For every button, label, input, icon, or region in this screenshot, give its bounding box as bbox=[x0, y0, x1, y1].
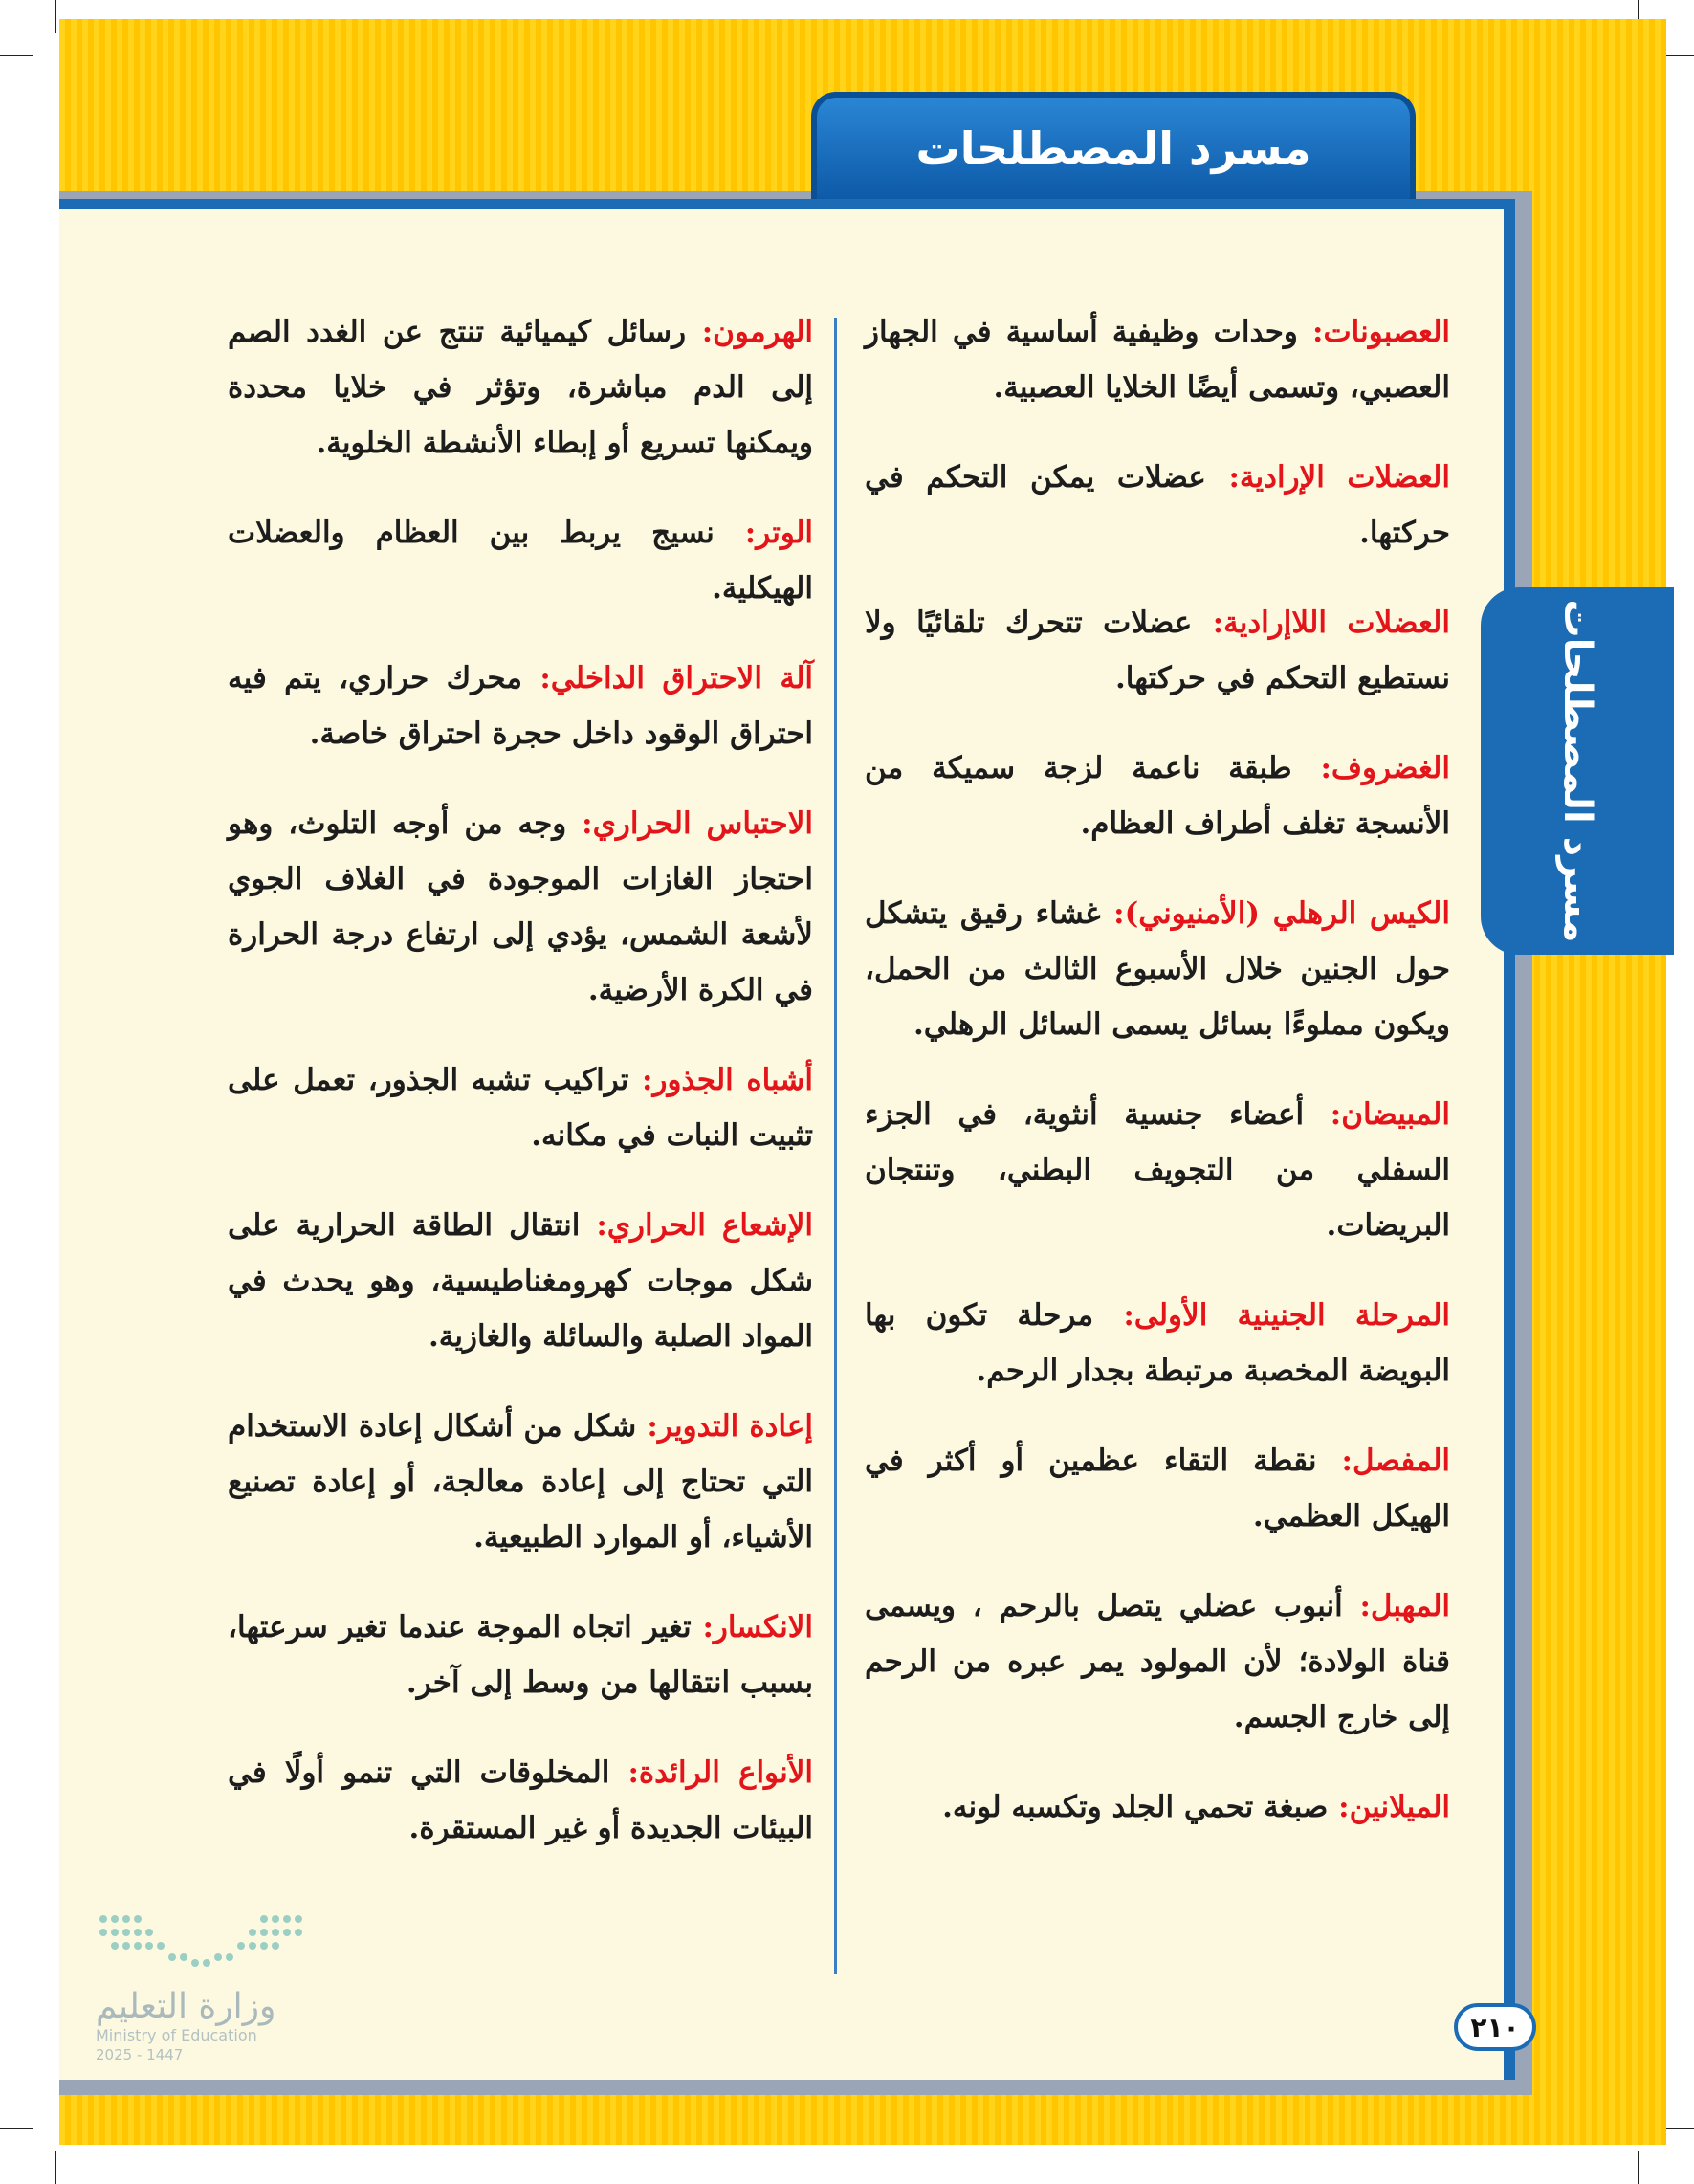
glossary-term: الأنواع الرائدة: bbox=[627, 1755, 813, 1790]
glossary-definition: وجه من أوجه التلوث، وهو احتجاز الغازات الموجودة في الغلاف الجوي لأشعة الشمس، يؤدي إلى ارتفاع درجة الحرارة في الكرة الأرضية. bbox=[228, 806, 813, 1007]
glossary-entry bbox=[228, 1599, 813, 1710]
glossary-term: المفصل: bbox=[1341, 1444, 1450, 1478]
logo-english-text: Ministry of Education bbox=[96, 2026, 257, 2044]
page-title: مسرد المصطلحات bbox=[915, 122, 1311, 174]
glossary-entry bbox=[228, 796, 813, 1018]
glossary-definition: وحدات وظيفية أساسية في الجهاز العصبي، وتسمى أيضًا الخلايا العصبية. bbox=[865, 315, 1450, 405]
glossary-definition: تغير اتجاه الموجة عندما تغير سرعتها، بسبب انتقالها من وسط إلى آخر. bbox=[228, 1610, 813, 1700]
glossary-entry bbox=[228, 1198, 813, 1364]
logo-dots-icon bbox=[96, 1909, 306, 1982]
glossary-definition: صبغة تحمي الجلد وتكسبه لونه. bbox=[942, 1790, 1339, 1824]
glossary-entry bbox=[228, 1052, 813, 1163]
glossary-definition: المخلوقات التي تنمو أولًا في البيئات الجديدة أو غير المستقرة. bbox=[228, 1755, 813, 1845]
glossary-term: الهرمون: bbox=[701, 315, 813, 349]
glossary-term: المرحلة الجنينية الأولى: bbox=[1123, 1298, 1451, 1333]
glossary-entry bbox=[865, 740, 1450, 851]
glossary-term: الكيس الرهلي (الأمنيوني): bbox=[1113, 896, 1450, 931]
glossary-definition: نقطة التقاء عظمين أو أكثر في الهيكل العظمي. bbox=[865, 1444, 1450, 1533]
glossary-term: العضلات اللاإرادية: bbox=[1212, 606, 1450, 640]
glossary-definition: غشاء رقيق يتشكل حول الجنين خلال الأسبوع الثالث من الحمل، ويكون مملوءًا بسائل يسمى السائل الرهلي. bbox=[865, 896, 1450, 1042]
page-title-tab bbox=[811, 92, 1416, 199]
glossary-definition: محرك حراري، يتم فيه احتراق الوقود داخل حجرة احتراق خاصة. bbox=[228, 661, 813, 751]
glossary-entry bbox=[865, 1087, 1450, 1253]
glossary-definition: أعضاء جنسية أنثوية، في الجزء السفلي من التجويف البطني، وتنتجان البريضات. bbox=[865, 1097, 1450, 1243]
logo-arabic-text: وزارة التعليم bbox=[96, 1987, 276, 2026]
column-divider bbox=[834, 318, 837, 1974]
glossary-entry bbox=[865, 1288, 1450, 1399]
glossary-entry bbox=[865, 1779, 1450, 1835]
crop-mark bbox=[1638, 2151, 1639, 2184]
glossary-definition: رسائل كيميائية تنتج عن الغدد الصم إلى الدم مباشرة، وتؤثر في خلايا محددة ويمكنها تسريع أو إبطاء الأنشطة الخلوية. bbox=[228, 315, 813, 460]
glossary-entry bbox=[865, 304, 1450, 415]
glossary-term: المهبل: bbox=[1359, 1589, 1450, 1623]
glossary-entry bbox=[865, 1578, 1450, 1745]
glossary-definition: انتقال الطاقة الحرارية على شكل موجات كهرومغناطيسية، وهو يحدث في المواد الصلبة والسائلة والغازية. bbox=[228, 1208, 813, 1354]
glossary-definition: طبقة ناعمة لزجة سميكة من الأنسجة تغلف أطراف العظام. bbox=[865, 751, 1450, 841]
glossary-column-right bbox=[865, 304, 1450, 1869]
glossary-entry bbox=[228, 1745, 813, 1856]
glossary-term: الاحتباس الحراري: bbox=[582, 806, 813, 841]
glossary-entry bbox=[228, 304, 813, 471]
glossary-entry bbox=[865, 450, 1450, 561]
side-tab-label: مسرد المصطلحات bbox=[1555, 599, 1599, 943]
crop-mark bbox=[0, 2128, 33, 2129]
ministry-logo bbox=[96, 1909, 316, 2064]
glossary-term: أشباه الجذور: bbox=[642, 1063, 814, 1097]
glossary-entry bbox=[228, 651, 813, 761]
glossary-definition: أنبوب عضلي يتصل بالرحم ، ويسمى قناة الولادة؛ لأن المولود يمر عبره من الرحم إلى خارج الجسم. bbox=[865, 1589, 1450, 1734]
glossary-definition: عضلات تتحرك تلقائيًا ولا نستطيع التحكم في حركتها. bbox=[865, 606, 1450, 695]
crop-mark bbox=[55, 0, 56, 33]
glossary-column-left bbox=[228, 304, 813, 1890]
glossary-term: الغضروف: bbox=[1320, 751, 1450, 785]
glossary-entry bbox=[228, 1399, 813, 1565]
glossary-term: الإشعاع الحراري: bbox=[596, 1208, 814, 1243]
glossary-term: العضلات الإرادية: bbox=[1228, 460, 1450, 495]
glossary-definition: نسيج يربط بين العظام والعضلات الهيكلية. bbox=[228, 516, 813, 606]
glossary-term: الانكسار: bbox=[702, 1610, 813, 1644]
glossary-definition: تراكيب تشبه الجذور، تعمل على تثبيت النبات في مكانه. bbox=[228, 1063, 813, 1153]
crop-mark bbox=[1661, 2128, 1694, 2129]
glossary-entry bbox=[228, 505, 813, 616]
glossary-term: الوتر: bbox=[744, 516, 813, 550]
glossary-definition: شكل من أشكال إعادة الاستخدام التي تحتاج إلى إعادة معالجة، أو إعادة تصنيع الأشياء، أو الموارد الطبيعية. bbox=[228, 1409, 813, 1555]
side-tab bbox=[1481, 587, 1674, 955]
glossary-term: الميلانين: bbox=[1338, 1790, 1450, 1824]
crop-mark bbox=[1661, 55, 1694, 56]
glossary-entry bbox=[865, 886, 1450, 1052]
page-number: ٢١٠ bbox=[1454, 2003, 1536, 2051]
crop-mark bbox=[0, 55, 33, 56]
glossary-term: العصبونات: bbox=[1312, 315, 1450, 349]
glossary-entry bbox=[865, 1433, 1450, 1544]
glossary-term: إعادة التدوير: bbox=[647, 1409, 813, 1444]
glossary-definition: عضلات يمكن التحكم في حركتها. bbox=[865, 460, 1450, 550]
glossary-entry bbox=[865, 595, 1450, 706]
glossary-term: آلة الاحتراق الداخلي: bbox=[539, 661, 813, 695]
crop-mark bbox=[55, 2151, 56, 2184]
glossary-definition: مرحلة تكون بها البويضة المخصبة مرتبطة بجدار الرحم. bbox=[865, 1298, 1450, 1388]
logo-year-text: 2025 - 1447 bbox=[96, 2046, 184, 2063]
glossary-term: المبيضان: bbox=[1330, 1097, 1450, 1132]
